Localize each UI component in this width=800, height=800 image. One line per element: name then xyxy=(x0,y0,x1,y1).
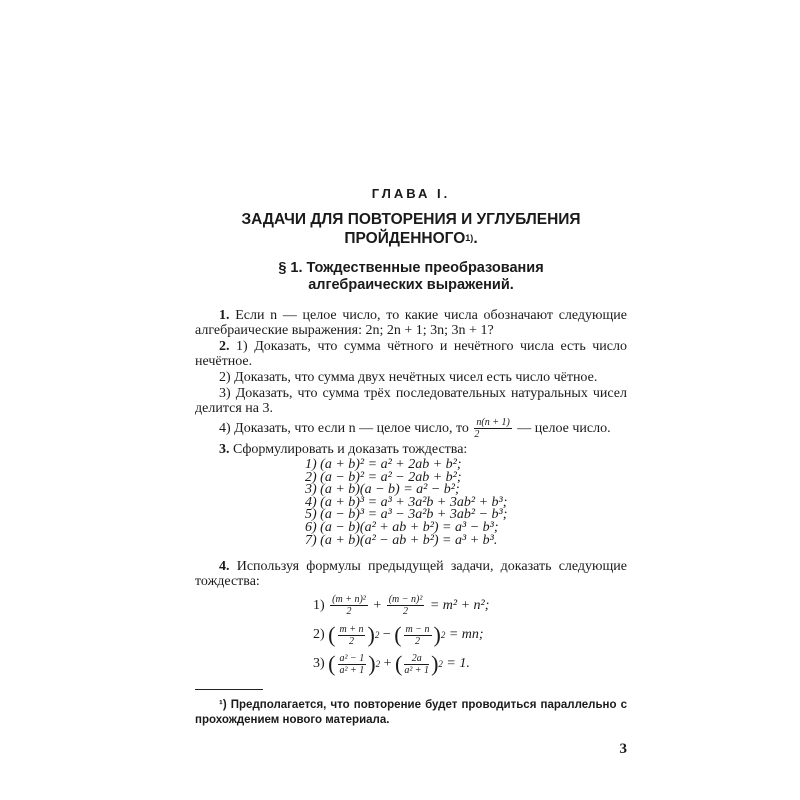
fraction: $\frac{\text{a² − 1}}{\text{a² + 1}}$ xyxy=(339,652,365,676)
chapter-title-line2: ПРОЙДЕННОГО xyxy=(344,230,466,247)
fraction: $\frac{\text{(m + n)²}}{2}$ xyxy=(332,594,366,618)
identity: 2) (a − b)² = a² − 2ab + b²; xyxy=(305,469,462,485)
identity: 4) (a + b)³ = a³ + 3a²b + 3ab² + b³; xyxy=(305,494,508,510)
identity: 5) (a − b)³ = a³ − 3a²b + 3ab² − b³; xyxy=(305,507,508,523)
chapter-title: ЗАДАЧИ ДЛЯ ПОВТОРЕНИЯ И УГЛУБЛЕНИЯ ПРОЙДЕННОГО$^{1)}$. xyxy=(195,210,627,248)
problem-2: 2. 1) Доказать, что сумма чётного и нечётного числа есть число нечётное. xyxy=(195,339,627,369)
identity: 1) (a + b)² = a² + 2ab + b²; xyxy=(305,457,462,472)
identity: 7) (a + b)(a² − ab + b²) = a³ + b³. xyxy=(305,532,498,548)
chapter-title-line1: ЗАДАЧИ ДЛЯ ПОВТОРЕНИЯ И УГЛУБЛЕНИЯ xyxy=(241,211,581,228)
problem-4: 4. Используя формулы предыдущей задачи, доказать следующие тождества: xyxy=(195,559,628,590)
problem-2-part4: 4) Доказать, что если n — целое число, то $\frac{n(n + 1)}{2}$ — целое число. xyxy=(219,417,611,441)
footnote: ¹) Предполагается, что повторение будет проводиться параллельно с прохождением нового материала. xyxy=(195,698,627,726)
problem-2-part3: 3) Доказать, что сумма трёх последовательных натуральных чисел делится на 3. xyxy=(195,386,627,416)
fraction: $\frac{\text{(m − n)²}}{2}$ xyxy=(388,594,423,618)
problem-1-text: Если n — целое число, то какие числа обозначают следующие алгебраические выражения: 2n; 2n + 1; 3n; 3n + 1? xyxy=(195,308,627,338)
footnote-marker: 1) xyxy=(465,233,474,243)
fraction: $\frac{n(n + 1)}{2}$ xyxy=(474,417,510,441)
formula-1: 1) $\frac{\text{(m + n)²}}{2}$ + $\frac{\text{(m − n)²}}{2}$ = m² + n²; xyxy=(313,594,490,618)
formula-2: 2) ( $\frac{m + n}{2}$ )$^2$ − ( $\frac{m - n}{2}$ )$^2$ = mn; xyxy=(313,622,484,648)
footnote-divider xyxy=(195,689,263,690)
identity: 3) (a + b)(a − b) = a² − b²; xyxy=(305,482,460,498)
section-heading: § 1. Тождественные преобразования алгебраических выражений. xyxy=(278,260,544,293)
problem-2-part2: 2) Доказать, что сумма двух нечётных чисел есть число чётное. xyxy=(219,370,598,385)
book-page xyxy=(195,0,627,778)
problem-1: 1. Если n — целое число, то какие числа обозначают следующие алгебраические выражения: 2n; 2n + 1; 3n; 3n + 1? xyxy=(195,308,627,338)
problem-2-part1: 1) Доказать, что сумма чётного и нечётного числа есть число нечётное. xyxy=(195,339,627,369)
identities-list xyxy=(305,459,625,547)
fraction: $\frac{2a}{\text{a² + 1}}$ xyxy=(404,652,430,676)
page-number: 3 xyxy=(619,740,627,757)
fraction: $\frac{m - n}{2}$ xyxy=(405,623,430,647)
fraction: $\frac{m + n}{2}$ xyxy=(339,623,364,647)
chapter-heading: ГЛАВА I. xyxy=(371,186,451,201)
problem-3: 3. Сформулировать и доказать тождества: xyxy=(219,442,468,457)
identity: 6) (a − b)(a² + ab + b²) = a³ − b³; xyxy=(305,519,499,535)
formula-3: 3) ( $\frac{\text{a² − 1}}{\text{a² + 1}}$ )$^2$ + ( $\frac{2a}{\text{a² + 1}}$ )$^2$ = 1. xyxy=(313,651,470,677)
